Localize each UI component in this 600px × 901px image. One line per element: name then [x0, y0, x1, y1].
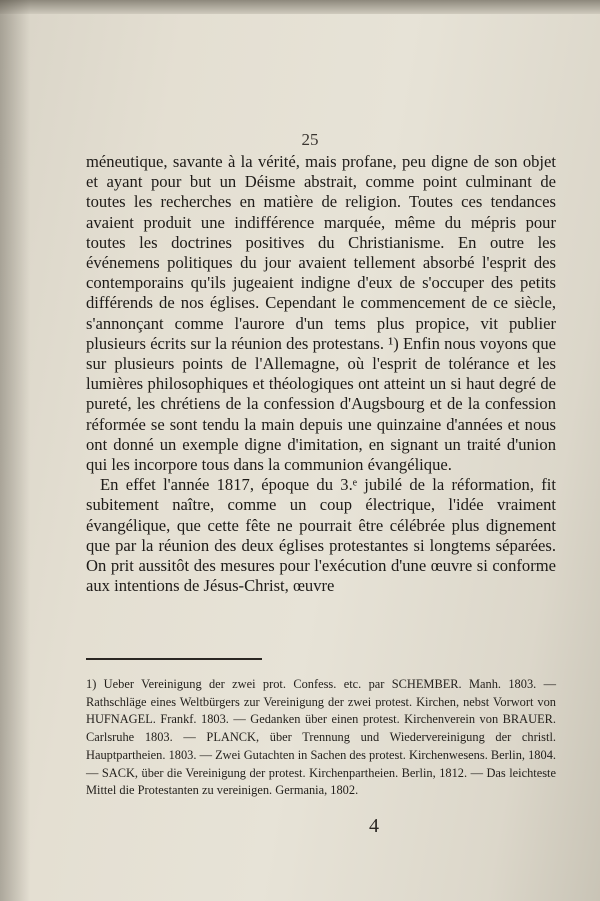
- footnote-separator: [86, 658, 262, 660]
- footnote: 1) Ueber Vereinigung der zwei prot. Confess. etc. par SCHEMBER. Manh. 1803. — Rathschläge eines Weltbürgers zur Vereinigung der zwei protest. Kirchen, nebst Vorwort von HUFNAGEL. Frankf. 1803. — Gedanken über einen protest. Kirchenverein von BRAUER. Carlsruhe 1803. — PLANCK, über Trennung und Wiedervereinigung der christl. Hauptpartheien. 1803. — Zwei Gutachten in Sachen des protest. Kirchenwesens. Berlin, 1804. — SACK, über die Vereinigung der protest. Kirchenpartheien. Berlin, 1812. — Das leichteste Mittel die Protestanten zu vereinigen. Germania, 1802.: [86, 677, 556, 798]
- paragraph-1: méneutique, savante à la vérité, mais profane, peu digne de son objet et ayant pour but un Déisme abstrait, comme point culminant de toutes les recherches en matière de religion. Toutes ces tendances avaient produit une indifférence marquée, même du mépris pour toutes les doctrines positives du Christianisme. En outre les événemens politiques du jour avaient tellement absorbé l'esprit des contemporains qu'ils jugeaient indigne d'eux de s'occuper des petits différends de nos églises. Cependant le commencement de ce siècle, s'annonçant comme l'aurore d'un tems plus propice, vit publier plusieurs écrits sur la réunion des protestans. ¹) Enfin nous voyons que sur plusieurs points de l'Allemagne, où l'esprit de tolérance et les lumières philosophiques et théologiques ont atteint un si haut degré de pureté, les chrétiens de la confession d'Augsbourg et de la confession réformée se sont tendu la main depuis une quinzaine d'années et nous ont donné un exemple digne d'imitation, en signant un traité d'union qui les incorpore tous dans la communion évangélique.: [86, 152, 556, 475]
- page-gutter-shadow: [0, 0, 30, 901]
- main-text: [86, 152, 556, 596]
- page-number: 25: [301, 130, 319, 149]
- signature-mark: 4: [369, 815, 379, 837]
- paragraph-2: En effet l'année 1817, époque du 3.ᵉ jubilé de la réformation, fit subitement naître, comme un coup électrique, l'idée vraiment évangélique, que cette fête ne pourrait être célébrée plus dignement que par la réunion des deux églises protestantes si longtems séparées. On prit aussitôt des mesures pour l'exécution d'une œuvre si conforme aux intentions de Jésus-Christ, œuvre: [86, 475, 556, 596]
